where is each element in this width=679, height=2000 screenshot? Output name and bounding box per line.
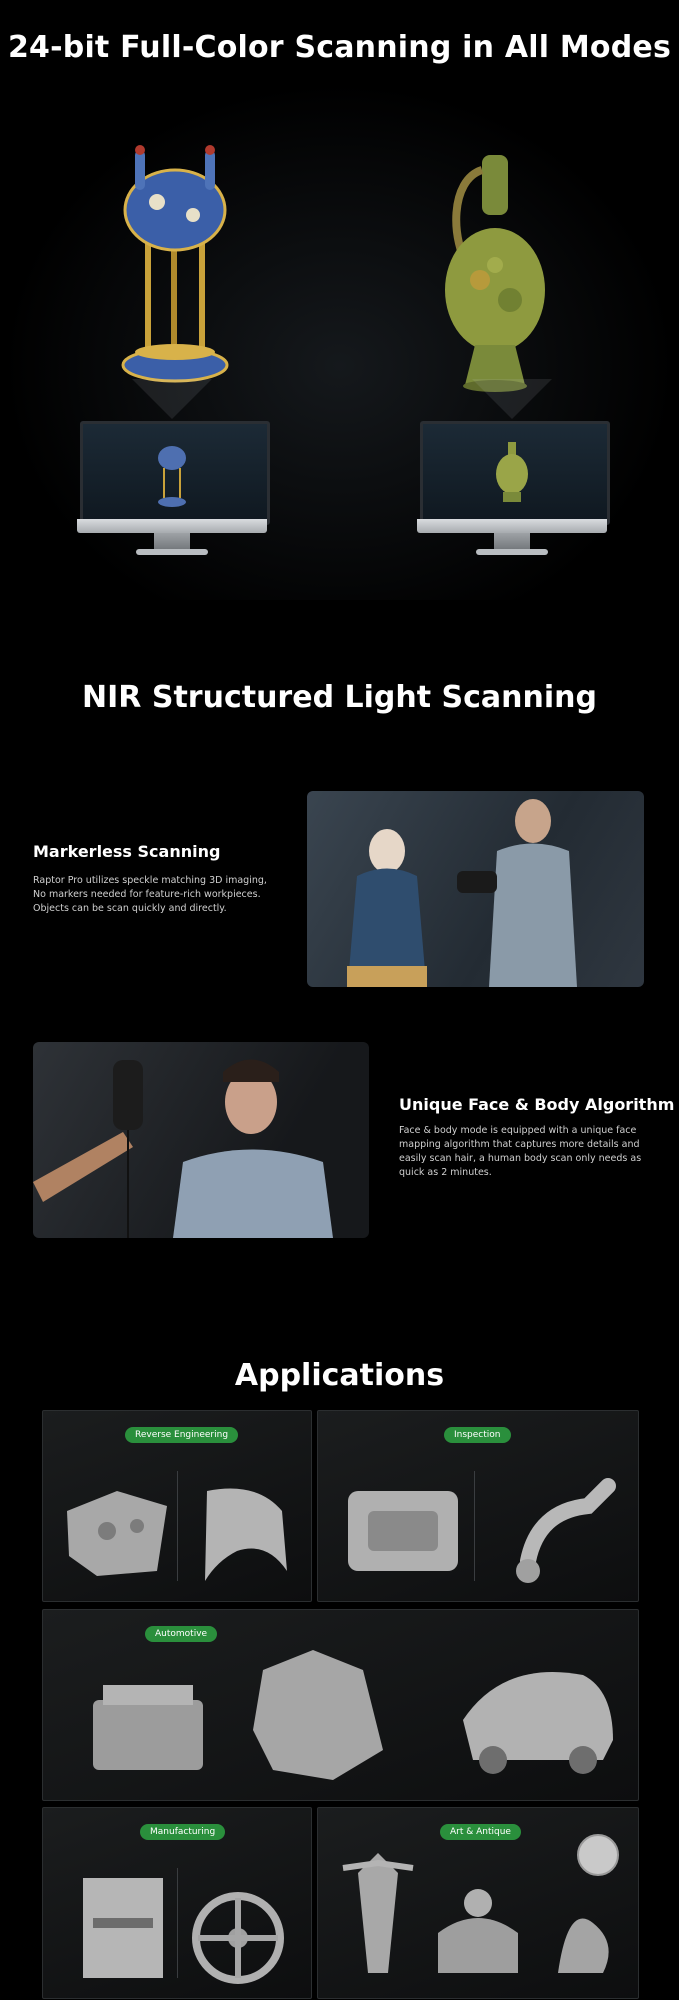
- ewer-scan-preview: [423, 424, 601, 516]
- section-title-nir: NIR Structured Light Scanning: [82, 680, 597, 715]
- scanning-statue-illustration: [307, 791, 644, 987]
- automotive-parts: [83, 1640, 623, 1790]
- section-title-full-color: 24-bit Full-Color Scanning in All Modes: [7, 30, 672, 65]
- divider: [177, 1868, 178, 1978]
- feature-title-markerless: Markerless Scanning: [33, 842, 221, 861]
- monitor-screen: [80, 421, 270, 525]
- cloisonne-censer-image: [115, 140, 235, 390]
- card-manufacturing: [42, 1807, 312, 1999]
- projection-beam: [472, 379, 552, 419]
- feature-line: quick as 2 minutes.: [399, 1167, 492, 1178]
- feature-text-markerless: [33, 874, 293, 916]
- monitor-left: [72, 413, 272, 563]
- card-reverse-engineering: [42, 1410, 312, 1602]
- censer-scan-preview: [83, 424, 261, 516]
- monitor-screen: [420, 421, 610, 525]
- monitor-chin: [417, 519, 607, 533]
- monitor-foot: [136, 549, 208, 555]
- badge-reverse-engineering: Reverse Engineering: [125, 1427, 238, 1443]
- card-automotive: [42, 1609, 639, 1801]
- badge-manufacturing: Manufacturing: [140, 1824, 225, 1840]
- face-body-scanning-photo: [33, 1042, 369, 1238]
- feature-line: mapping algorithm that captures more details and: [399, 1139, 640, 1150]
- divider: [177, 1471, 178, 1581]
- feature-line: Raptor Pro utilizes speckle matching 3D imaging,: [33, 875, 267, 886]
- feature-title-face-body: Unique Face & Body Algorithm: [399, 1095, 675, 1114]
- art-antique-parts: [328, 1833, 628, 1993]
- monitor-right: [412, 413, 612, 563]
- badge-inspection: Inspection: [444, 1427, 511, 1443]
- card-inspection: [317, 1410, 639, 1602]
- divider: [474, 1471, 475, 1581]
- glazed-ewer-image: [440, 150, 550, 400]
- feature-line: Objects can be scan quickly and directly.: [33, 903, 227, 914]
- monitor-foot: [476, 549, 548, 555]
- inspection-parts: [338, 1471, 628, 1591]
- badge-automotive: Automotive: [145, 1626, 217, 1642]
- card-art-antique: [317, 1807, 639, 1999]
- face-scan-illustration: [33, 1042, 369, 1238]
- feature-line: No markers needed for feature-rich workpieces.: [33, 889, 261, 900]
- feature-text-face-body: [399, 1124, 669, 1180]
- feature-line: easily scan hair, a human body scan only needs as: [399, 1153, 642, 1164]
- markerless-scanning-photo: [307, 791, 644, 987]
- monitor-chin: [77, 519, 267, 533]
- badge-art-antique: Art & Antique: [440, 1824, 521, 1840]
- feature-line: Face & body mode is equipped with a unique face: [399, 1125, 637, 1136]
- projection-beam: [132, 379, 212, 419]
- manufacturing-parts: [63, 1868, 293, 1988]
- section-title-applications: Applications: [234, 1358, 445, 1393]
